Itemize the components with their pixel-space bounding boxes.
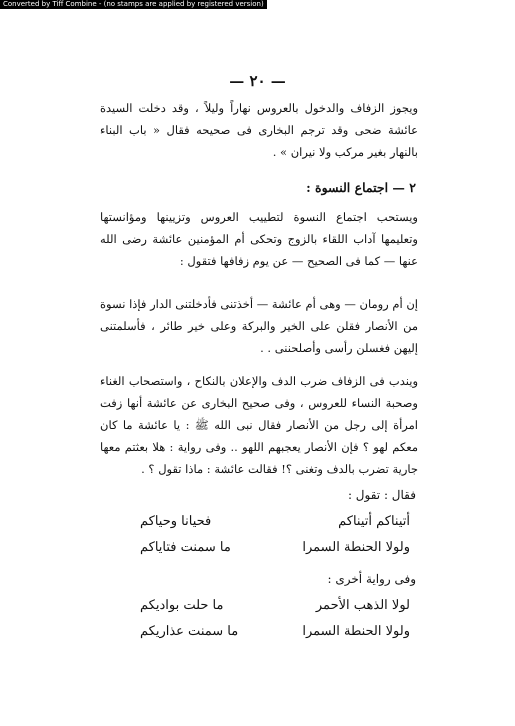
poem-verse [140,514,410,529]
verse-first-hemistich: ولولا الحنطة السمرا [302,540,410,555]
section-heading-women-gathering: ٢ — اجتماع النسوة : [306,180,416,195]
poem-verse [140,598,410,613]
verse-first-hemistich: ولولا الحنطة السمرا [302,624,410,639]
verse-second-hemistich: ما سمنت فتاياكم [140,540,231,555]
page-number: — ٢٠ — [229,72,286,90]
verse-second-hemistich: ما حلت بواديكم [140,598,224,613]
paragraph-umm-ruman-quote: إن أم رومان — وهى أم عائشة — أخذتنى فأدخلتنى الدار فإذا نسوة من الأنصار فقلن على الخير والبركة وعلى خير طائر ، فأسلمتنى إليهن فغسلن رأسى وأصلحننى . . [100,297,418,355]
poem-verse [140,540,410,555]
poem-alt-narration-label: وفى رواية أخرى : [327,572,416,586]
paragraph-duff-and-singing: ويندب فى الزفاف ضرب الدف والإعلان بالنكاح ، واستصحاب الغناء وصحبة النساء للعروس ، وفى صحيح البخارى عن عائشة أنها زفت امرأة إلى رجل من الأنصار فقال نبى الله ﷺ : يا عائشة ما كان معكم لهو ؟ فإن الأنصار يعجبهم اللهو .. وفى رواية : هلا بعثتم معها جارية تضرب بالدف وتغنى ؟! فقالت عائشة : ماذا تقول ؟ . [100,374,418,476]
poem-intro-label: فقال : تقول : [347,488,416,502]
poem-verse [140,624,410,639]
verse-second-hemistich: فحيانا وحياكم [140,514,212,529]
verse-first-hemistich: لولا الذهب الأحمر [315,598,410,613]
conversion-banner: Converted by Tiff Combine - (no stamps are applied by registered version) [0,0,267,9]
paragraph-wedding-timing: ويجوز الزفاف والدخول بالعروس نهاراً وليلاً ، وقد دخلت السيدة عائشة ضحى وقد ترجم البخارى فى صحيحه فقال « باب البناء بالنهار بغير مركب ولا نيران » . [100,101,418,159]
verse-second-hemistich: ما سمنت عذاريكم [140,624,239,639]
paragraph-women-gathering: ويستحب اجتماع النسوة لتطييب العروس وتزيينها ومؤانستها وتعليمها آداب اللقاء بالزوج وتحكى أم المؤمنين عائشة رضى الله عنها — كما فى الصحيح — عن يوم زفافها فتقول : [100,210,418,268]
verse-first-hemistich: أتيناكم أتيناكم [338,514,410,529]
